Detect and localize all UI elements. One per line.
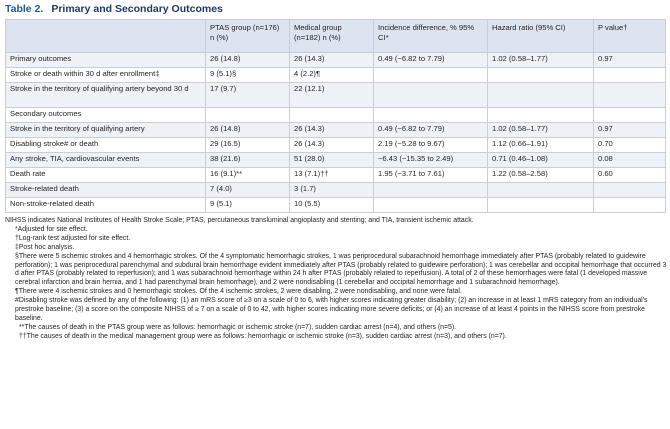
row-label: Any stroke, TIA, cardiovascular events: [6, 153, 206, 168]
cell-hazard: [488, 83, 594, 108]
table-row: [6, 83, 666, 108]
table-row: [6, 68, 666, 83]
cell-ptas: 17 (9.7): [206, 83, 290, 108]
table-row: [6, 53, 666, 68]
header-cell-incidence: Incidence difference, % 95% CI*: [374, 20, 488, 53]
cell-hazard: 0.71 (0.46–1.08): [488, 153, 594, 168]
cell-pvalue: 0.60: [594, 168, 666, 183]
table-number: Table 2.: [5, 3, 44, 15]
row-label: Non-stroke-related death: [6, 198, 206, 213]
footnote-medical-deaths: ††The causes of death in the medical management group were as follows: hemorrhagic or ischemic stroke (n=3), sudden cardiac arrest (n=3), and others (n=7).: [19, 332, 507, 340]
cell-pvalue: [594, 83, 666, 108]
footnote-abbreviations: NIHSS indicates National Institutes of Health Stroke Scale; PTAS, percutaneous transluminal angioplasty and stenting; and TIA, transient ischemic attack.: [5, 217, 474, 224]
footnote-logrank: †Log-rank test adjusted for site effect.: [15, 234, 131, 242]
cell-incidence: 0.49 (−6.82 to 7.79): [374, 53, 488, 68]
cell-ptas: 7 (4.0): [206, 183, 290, 198]
row-label: Stroke in the territory of qualifying artery: [6, 123, 206, 138]
header-cell-ptas: PTAS group (n=176) n (%): [206, 20, 290, 53]
cell-medical: 26 (14.3): [290, 123, 374, 138]
cell-incidence: 1.95 (−3.71 to 7.61): [374, 168, 488, 183]
cell-incidence: [374, 68, 488, 83]
table-row: [6, 153, 666, 168]
header-row: [6, 20, 666, 53]
row-label: Stroke in the territory of qualifying artery beyond 30 d: [6, 83, 206, 108]
cell-hazard: 1.22 (0.58–2.58): [488, 168, 594, 183]
cell-incidence: 2.19 (−5.28 to 9.67): [374, 138, 488, 153]
header-cell-label: [6, 20, 206, 53]
cell-incidence: [374, 108, 488, 123]
cell-hazard: [488, 68, 594, 83]
cell-ptas: 29 (16.5): [206, 138, 290, 153]
table-row: [6, 183, 666, 198]
cell-medical: 13 (7.1)††: [290, 168, 374, 183]
cell-medical: 3 (1.7): [290, 183, 374, 198]
cell-pvalue: 0.97: [594, 53, 666, 68]
footnote-medical-strokes: ¶There were 4 ischemic strokes and 0 hemorrhagic strokes. Of the 4 ischemic strokes, 2 were disabling, 2 were nondisabling, and none were fatal.: [15, 288, 462, 296]
cell-ptas: 26 (14.8): [206, 123, 290, 138]
table-row: [6, 123, 666, 138]
cell-ptas: 9 (5.1)§: [206, 68, 290, 83]
cell-incidence: [374, 83, 488, 108]
cell-pvalue: 0.97: [594, 123, 666, 138]
cell-incidence: −6.43 (−15.35 to 2.49): [374, 153, 488, 168]
table-title-text: Primary and Secondary Outcomes: [51, 3, 223, 15]
cell-ptas: 26 (14.8): [206, 53, 290, 68]
cell-ptas: [206, 108, 290, 123]
footnote-disabling-definition: #Disabling stroke was defined by any of the following: (1) an mRS score of ≥3 on a scale of 0 to 6, with higher scores indicating greater disability; (2) an increase in at least 1 mRS category from an individual's prestroke baseline; (3) a score on the composite NIHSS of ≥ 7 on a scale of 0 to 42, with higher scores indicating more severe deficits; or (4) an increase of at least 4 points in the NIHSS score from prestroke baseline.: [15, 297, 648, 322]
row-label: Disabling stroke# or death: [6, 138, 206, 153]
row-label: Stroke or death within 30 d after enrollment‡: [6, 68, 206, 83]
cell-medical: 26 (14.3): [290, 138, 374, 153]
cell-hazard: [488, 198, 594, 213]
cell-pvalue: [594, 68, 666, 83]
cell-medical: 22 (12.1): [290, 83, 374, 108]
cell-hazard: [488, 108, 594, 123]
row-label: Primary outcomes: [6, 53, 206, 68]
cell-medical: 26 (14.3): [290, 53, 374, 68]
cell-pvalue: [594, 108, 666, 123]
footnote-adjusted: *Adjusted for site effect.: [15, 225, 88, 233]
cell-pvalue: 0.70: [594, 138, 666, 153]
cell-pvalue: [594, 198, 666, 213]
cell-pvalue: 0.08: [594, 153, 666, 168]
cell-ptas: 38 (21.6): [206, 153, 290, 168]
cell-incidence: 0.49 (−6.82 to 7.79): [374, 123, 488, 138]
footnote-ptas-deaths: **The causes of death in the PTAS group were as follows: hemorrhagic or ischemic stroke (n=7), sudden cardiac arrest (n=4), and others (n=5).: [19, 323, 457, 331]
header-cell-hazard: Hazard ratio (95% CI): [488, 20, 594, 53]
cell-ptas: 9 (5.1): [206, 198, 290, 213]
cell-hazard: 1.02 (0.58–1.77): [488, 53, 594, 68]
table-row: [6, 198, 666, 213]
table-row: [6, 138, 666, 153]
cell-medical: 51 (28.0): [290, 153, 374, 168]
table-title: [5, 3, 665, 15]
footnote-ptas-strokes: §There were 5 ischemic strokes and 4 hemorrhagic strokes. Of the 4 symptomatic hemorrhagic strokes, 1 was periprocedural subarachnoid hemorrhage immediately after PTAS (probably related to guidewire perforation); 1 was periprocedural parenchymal and subdural brain hemorrhage evident immediately after PTAS (probably related to guidewire perforation); 1 was cerebellar and occipital hemorrhage that occurred 3 d after PTAS (probably related to reperfusion); and 1 was subarachnoid hemorrhage within 24 h after PTAS (probably related to reperfusion). A total of 2 of these hemorrhages were fatal (1 developed massive cerebral infarction and brain hernia, and 1 had parenchymal brain hemorrhage), and 2 were nondisabling (1 cerebellar and occipital hemorrhage and 1 subarachnoid hemorrhage).: [15, 252, 667, 287]
cell-medical: [290, 108, 374, 123]
cell-hazard: 1.12 (0.66–1.91): [488, 138, 594, 153]
footnote-posthoc: ‡Post hoc analysis.: [15, 243, 75, 251]
cell-pvalue: [594, 183, 666, 198]
cell-medical: 10 (5.5): [290, 198, 374, 213]
outcomes-table: [5, 19, 666, 213]
table-row: [6, 168, 666, 183]
cell-incidence: [374, 198, 488, 213]
row-label: Secondary outcomes: [6, 108, 206, 123]
table-row-section: [6, 108, 666, 123]
header-cell-medical: Medical group (n=182) n (%): [290, 20, 374, 53]
cell-ptas: 16 (9.1)**: [206, 168, 290, 183]
cell-incidence: [374, 183, 488, 198]
table-footnotes: [5, 217, 667, 342]
cell-medical: 4 (2.2)¶: [290, 68, 374, 83]
row-label: Stroke-related death: [6, 183, 206, 198]
cell-hazard: [488, 183, 594, 198]
row-label: Death rate: [6, 168, 206, 183]
header-cell-pvalue: P value†: [594, 20, 666, 53]
cell-hazard: 1.02 (0.58–1.77): [488, 123, 594, 138]
